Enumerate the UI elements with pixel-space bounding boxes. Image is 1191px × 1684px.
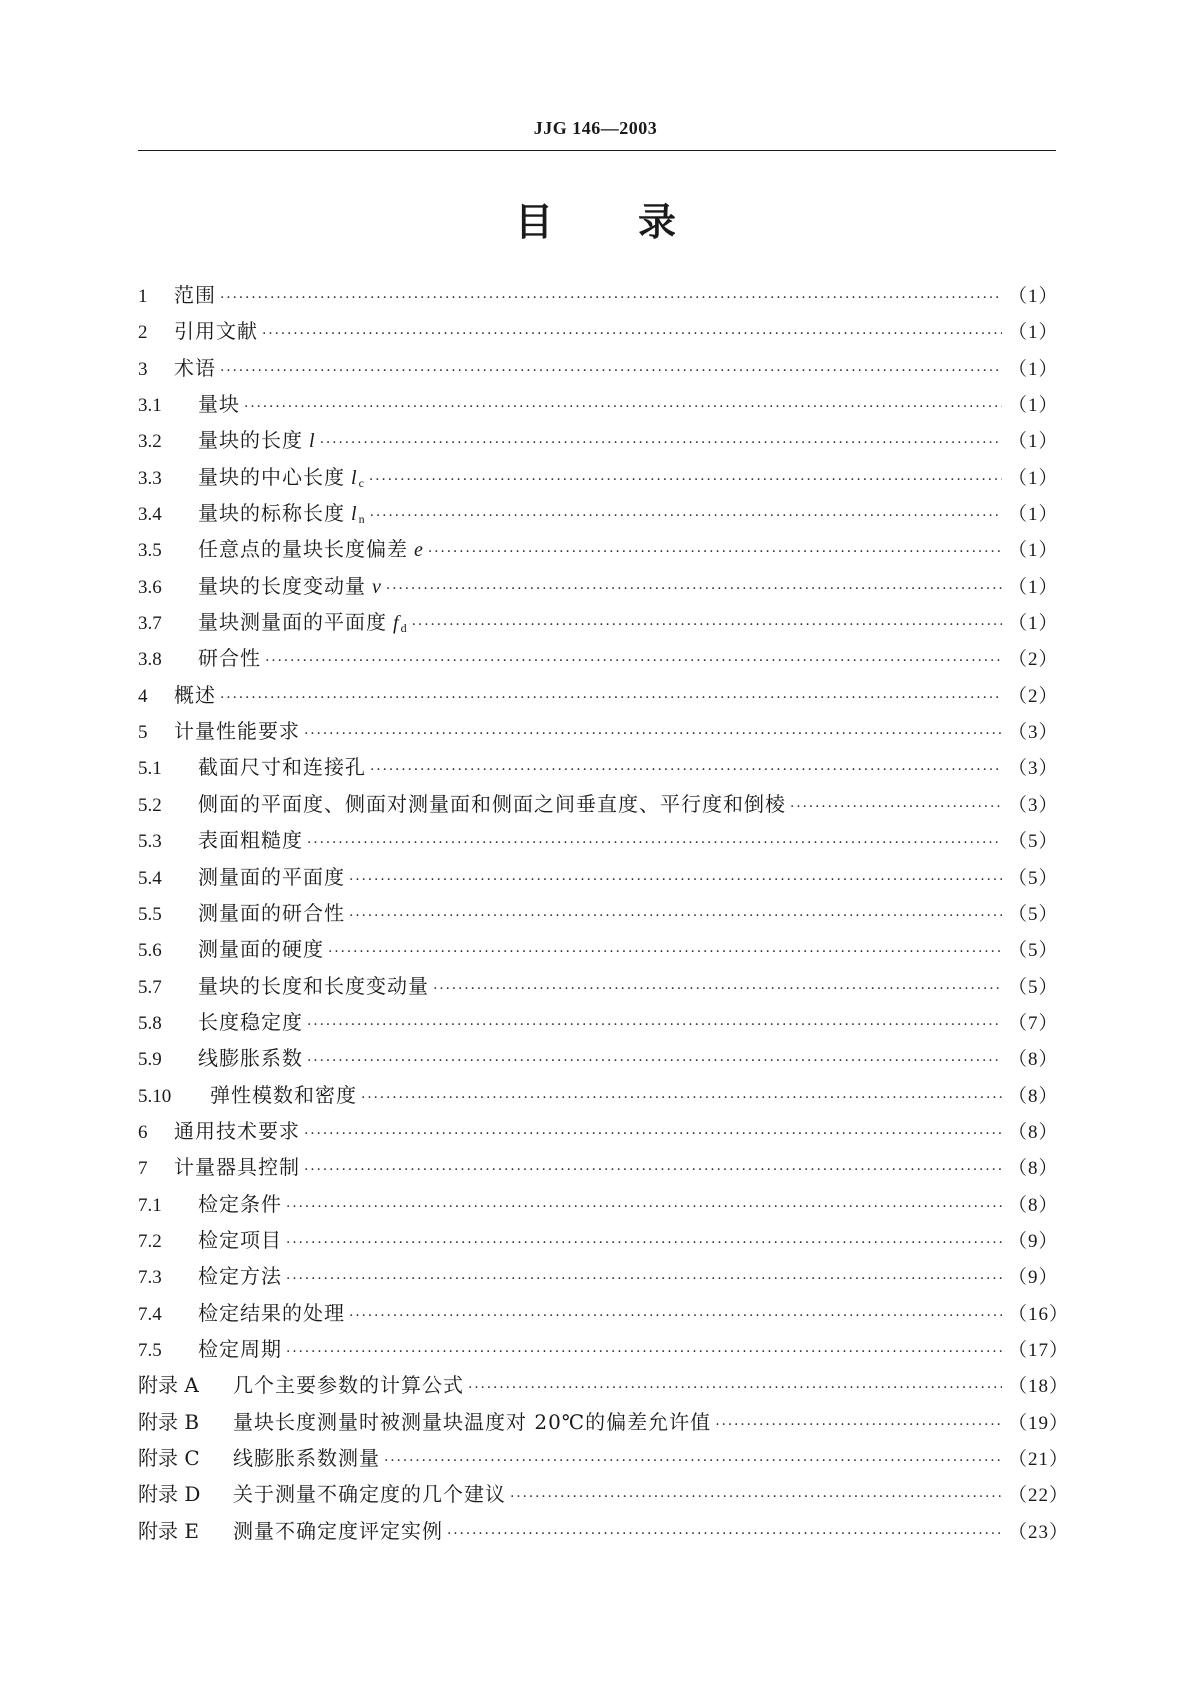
toc-entry-title-text: 引用文献 [174, 319, 258, 344]
toc-dot-leader [265, 643, 1002, 679]
toc-entry[interactable] [138, 350, 1059, 386]
toc-page-number: （1） [1008, 286, 1059, 307]
toc-dot-leader [468, 1370, 1002, 1406]
toc-entry[interactable] [138, 859, 1059, 895]
toc-entry[interactable] [138, 1258, 1059, 1294]
toc-entry[interactable] [138, 713, 1059, 749]
toc-entry-number: 附录 D [138, 1482, 201, 1507]
toc-entry-title-text: 表面粗糙度 [198, 828, 303, 853]
toc-entry-number: 3.2 [138, 431, 162, 453]
toc-entry-title-text: 量块的中心长度 [198, 464, 345, 489]
toc-dot-leader [307, 825, 1002, 861]
toc-entry-title [198, 1295, 345, 1331]
toc-entry-number: 7.2 [138, 1230, 162, 1252]
toc-dot-leader [386, 571, 1002, 607]
toc-entry-title-text: 长度稳定度 [198, 1009, 303, 1034]
toc-entry-symbol-subscript: d [400, 621, 408, 636]
toc-page-number: （1） [1008, 358, 1059, 380]
toc-entry-symbol: e [414, 539, 424, 562]
toc-entry-title [198, 568, 382, 605]
toc-page-number: （19） [1008, 1412, 1070, 1434]
toc-entry-title-text: 检定结果的处理 [198, 1300, 345, 1325]
toc-entry[interactable] [138, 313, 1059, 349]
toc-entry-title-text: 研合性 [198, 646, 261, 671]
toc-entry-number: 3.4 [138, 504, 162, 526]
toc-entry-number: 附录 C [138, 1446, 200, 1470]
toc-dot-leader [244, 389, 1002, 425]
toc-page-number: （1） [1008, 467, 1059, 489]
toc-entry[interactable] [138, 1295, 1070, 1331]
toc-entry-number: 5.5 [138, 903, 162, 925]
toc-entry-number: 7 [138, 1158, 148, 1180]
toc-dot-leader [286, 1334, 1002, 1370]
toc-entry-title-text: 量块 [198, 392, 240, 417]
toc-entry-title [198, 822, 303, 858]
toc-dot-leader [349, 898, 1002, 934]
toc-dot-leader [307, 1007, 1002, 1043]
toc-entry-title [233, 1367, 464, 1403]
toc-page-number: （1） [1008, 431, 1059, 453]
toc-page-number: （16） [1008, 1303, 1070, 1325]
toc-entry-number: 5.2 [138, 794, 162, 816]
toc-page-number: （8） [1008, 1121, 1059, 1143]
toc-entry-number: 3.5 [138, 540, 162, 562]
toc-page-number: （21） [1008, 1449, 1070, 1470]
toc-entry-title-text: 测量不确定度评定实例 [233, 1518, 443, 1543]
toc-entry-number: 7.1 [138, 1194, 162, 1216]
toc-dot-leader [328, 934, 1002, 970]
toc-entry[interactable] [138, 1404, 1070, 1440]
document-code-header: JJG 146—2003 [533, 118, 658, 138]
toc-page-number: （9） [1008, 1267, 1059, 1289]
toc-entry-symbol: l [351, 466, 358, 489]
toc-entry-title-text: 量块的长度 [198, 428, 303, 453]
toc-entry-number: 5.1 [138, 758, 162, 780]
toc-entry[interactable] [138, 1513, 1070, 1549]
toc-entry[interactable] [138, 1149, 1059, 1185]
toc-page-number: （5） [1008, 867, 1059, 889]
toc-entry-title [198, 422, 316, 459]
toc-page-number: （8） [1008, 1194, 1059, 1216]
toc-entry-number: 5 [138, 722, 148, 744]
toc-dot-leader [349, 1298, 1002, 1334]
toc-entry-title-text: 检定条件 [198, 1191, 282, 1216]
toc-entry-title [174, 677, 216, 713]
toc-entry[interactable] [138, 495, 1059, 531]
title-char-1: 目 [514, 200, 553, 244]
toc-entry-title [198, 640, 261, 676]
toc-page-number: （3） [1008, 722, 1059, 744]
toc-dot-leader [286, 1225, 1002, 1261]
toc-page-number: （18） [1008, 1376, 1070, 1398]
toc-page-number: （8） [1008, 1158, 1059, 1180]
toc-entry[interactable] [138, 604, 1059, 640]
toc-entry[interactable] [138, 1004, 1059, 1040]
toc-entry-title [233, 1513, 443, 1549]
toc-page-number: （5） [1008, 831, 1059, 853]
toc-entry[interactable] [138, 1367, 1070, 1403]
toc-entry-number: 5.3 [138, 831, 162, 853]
toc-entry-number: 附录 B [138, 1409, 200, 1434]
title-char-2: 录 [638, 200, 677, 244]
toc-page-number: （1） [1008, 576, 1059, 598]
toc-entry-symbol: l [351, 503, 358, 526]
toc-entry-title-text: 测量面的研合性 [198, 900, 345, 925]
toc-entry-symbol: l [309, 430, 316, 453]
toc-entry-title [174, 313, 258, 349]
toc-entry-title [198, 1331, 282, 1367]
toc-entry-symbol: v [372, 575, 382, 598]
toc-entry-title [198, 1186, 282, 1222]
toc-entry[interactable] [138, 1440, 1070, 1476]
toc-entry[interactable] [138, 1476, 1070, 1512]
toc-page-number: （1） [1008, 504, 1059, 526]
toc-entry-title [198, 1040, 303, 1076]
toc-entry-title-text: 检定周期 [198, 1336, 282, 1361]
toc-page-number: （2） [1008, 649, 1059, 671]
page-title [0, 197, 1191, 247]
toc-entry-title [174, 1113, 300, 1149]
toc-page-number: （17） [1008, 1339, 1070, 1361]
toc-entry-title-text: 量块长度测量时被测量块温度对 20℃的偏差允许值 [233, 1409, 712, 1434]
toc-dot-leader [790, 789, 1002, 825]
toc-entry-number: 5.8 [138, 1012, 162, 1034]
toc-page-number: （22） [1008, 1485, 1070, 1507]
toc-entry-title-text: 术语 [174, 355, 216, 380]
toc-entry-number: 5.6 [138, 940, 162, 962]
toc-entry[interactable] [138, 786, 1059, 822]
toc-entry-title [233, 1440, 380, 1476]
toc-dot-leader [370, 752, 1002, 788]
toc-entry-symbol: f [393, 612, 400, 635]
toc-dot-leader [262, 316, 1002, 352]
toc-entry-symbol-subscript: n [358, 512, 366, 527]
toc-page-number: （1） [1008, 540, 1059, 562]
toc-entry-number: 5.10 [138, 1085, 172, 1107]
toc-entry-title-text: 计量性能要求 [174, 719, 300, 744]
toc-entry-number: 3.3 [138, 467, 162, 489]
toc-entry-title [198, 895, 345, 931]
toc-entry-title-text: 量块的长度变动量 [198, 573, 366, 598]
toc-entry-title [198, 1004, 303, 1040]
toc-entry-title [210, 1077, 357, 1113]
toc-entry[interactable] [138, 895, 1059, 931]
toc-entry-title [198, 968, 429, 1004]
toc-entry-number: 附录 E [138, 1518, 199, 1543]
toc-entry-title-text: 弹性模数和密度 [210, 1082, 357, 1107]
toc-dot-leader [370, 498, 1002, 534]
toc-entry[interactable] [138, 968, 1059, 1004]
toc-dot-leader [412, 607, 1002, 643]
toc-entry[interactable] [138, 677, 1059, 713]
toc-entry-title [198, 1222, 282, 1258]
toc-entry-number: 3.6 [138, 576, 162, 598]
toc-entry-title [198, 786, 786, 822]
toc-entry-title-text: 关于测量不确定度的几个建议 [233, 1482, 506, 1507]
toc-entry-title [198, 531, 424, 568]
toc-entry-number: 5.4 [138, 867, 162, 889]
toc-entry-title [198, 386, 240, 422]
toc-page-number: （8） [1008, 1049, 1059, 1071]
toc-entry-title [198, 931, 324, 967]
toc-page-number: （1） [1008, 322, 1059, 344]
toc-entry-title-text: 线膨胀系数测量 [233, 1446, 380, 1470]
toc-dot-leader [447, 1516, 1002, 1552]
header-rule [138, 150, 1056, 151]
toc-dot-leader [510, 1479, 1002, 1515]
toc-dot-leader [220, 680, 1002, 716]
toc-dot-leader [286, 1189, 1002, 1225]
toc-entry[interactable] [138, 1077, 1059, 1113]
toc-entry-title [233, 1476, 506, 1512]
toc-dot-leader [349, 862, 1002, 898]
toc-entry-title [198, 859, 345, 895]
toc-entry-number: 3.8 [138, 649, 162, 671]
toc-dot-leader [304, 1116, 1002, 1152]
toc-dot-leader [428, 534, 1002, 570]
toc-entry[interactable] [138, 568, 1059, 604]
toc-entry-number: 7.4 [138, 1303, 162, 1325]
toc-page-number: （1） [1008, 395, 1059, 417]
toc-entry[interactable] [138, 422, 1059, 458]
toc-entry-title [198, 749, 366, 785]
toc-entry-symbol-subscript: c [358, 475, 365, 490]
toc-entry-number: 7.5 [138, 1339, 162, 1361]
toc-entry-title-text: 量块的长度和长度变动量 [198, 973, 429, 998]
toc-entry-title [174, 277, 216, 313]
toc-dot-leader [220, 280, 1002, 316]
toc-entry-title-text: 检定项目 [198, 1227, 282, 1252]
toc-page-number: （2） [1008, 685, 1059, 707]
toc-entry[interactable] [138, 1222, 1059, 1258]
toc-entry-title [174, 713, 300, 749]
toc-entry-title [198, 1258, 282, 1294]
toc-entry-number: 3.7 [138, 613, 162, 635]
toc-entry-title [233, 1404, 711, 1440]
toc-entry-number: 7.3 [138, 1267, 162, 1289]
toc-entry[interactable] [138, 822, 1059, 858]
toc-entry-number: 3.1 [138, 395, 162, 417]
toc-entry-title-text: 量块测量面的平面度 [198, 610, 387, 635]
toc-entry[interactable] [138, 1113, 1059, 1149]
toc-dot-leader [320, 425, 1002, 461]
toc-page-number: （5） [1008, 903, 1059, 925]
toc-entry-title-text: 线膨胀系数 [198, 1046, 303, 1071]
toc-page-number: （5） [1008, 976, 1059, 998]
toc-entry[interactable] [138, 459, 1059, 495]
toc-entry[interactable] [138, 531, 1059, 567]
toc-page-number: （23） [1008, 1521, 1070, 1543]
toc-entry-number: 3 [138, 358, 148, 380]
toc-entry-number: 5.7 [138, 976, 162, 998]
toc-page-number: （7） [1008, 1012, 1059, 1034]
toc-entry[interactable] [138, 931, 1059, 967]
toc-page-number: （3） [1008, 758, 1059, 780]
toc-entry-title-text: 范围 [174, 283, 216, 307]
toc-entry-title-text: 计量器具控制 [174, 1155, 300, 1180]
toc-entry-title-text: 任意点的量块长度偏差 [198, 537, 408, 562]
toc-entry-title-text: 截面尺寸和连接孔 [198, 755, 366, 780]
toc-page-number: （1） [1008, 613, 1059, 635]
toc-entry-number: 6 [138, 1121, 148, 1143]
toc-entry-number: 2 [138, 322, 148, 344]
toc-entry-title-text: 测量面的平面度 [198, 864, 345, 889]
toc-dot-leader [715, 1407, 1002, 1443]
toc-page-number: （3） [1008, 794, 1059, 816]
toc-dot-leader [286, 1261, 1002, 1297]
toc-entry-number: 1 [138, 286, 148, 307]
toc-entry[interactable] [138, 1040, 1059, 1076]
toc-page-number: （8） [1008, 1085, 1059, 1107]
toc-entry-number: 5.9 [138, 1049, 162, 1071]
toc-entry[interactable] [138, 640, 1059, 676]
toc-entry-title [174, 350, 216, 386]
toc-entry[interactable] [138, 749, 1059, 785]
toc-entry-title-text: 检定方法 [198, 1264, 282, 1289]
toc-entry-title-text: 通用技术要求 [174, 1118, 300, 1143]
toc-dot-leader [384, 1443, 1002, 1479]
toc-entry[interactable] [138, 277, 1059, 313]
toc-dot-leader [220, 353, 1002, 389]
toc-dot-leader [304, 1152, 1002, 1188]
toc-entry[interactable] [138, 1186, 1059, 1222]
toc-entry-number: 4 [138, 685, 148, 707]
toc-dot-leader [361, 1080, 1002, 1116]
toc-dot-leader [369, 462, 1002, 498]
toc-entry-title-text: 概述 [174, 682, 216, 707]
toc-entry[interactable] [138, 386, 1059, 422]
toc-entry-title-text: 侧面的平面度、侧面对测量面和侧面之间垂直度、平行度和倒棱 [198, 791, 786, 816]
toc-page-number: （5） [1008, 940, 1059, 962]
toc-dot-leader [433, 971, 1002, 1007]
toc-page-number: （9） [1008, 1230, 1059, 1252]
toc-entry-title-text: 量块的标称长度 [198, 501, 345, 526]
table-of-contents [138, 277, 1070, 1549]
toc-entry-title-text: 几个主要参数的计算公式 [233, 1373, 464, 1398]
toc-dot-leader [304, 716, 1002, 752]
toc-dot-leader [307, 1043, 1002, 1079]
toc-entry-title [174, 1149, 300, 1185]
toc-entry-title-text: 测量面的硬度 [198, 937, 324, 962]
toc-entry-number: 附录 A [138, 1373, 199, 1398]
toc-entry[interactable] [138, 1331, 1070, 1367]
